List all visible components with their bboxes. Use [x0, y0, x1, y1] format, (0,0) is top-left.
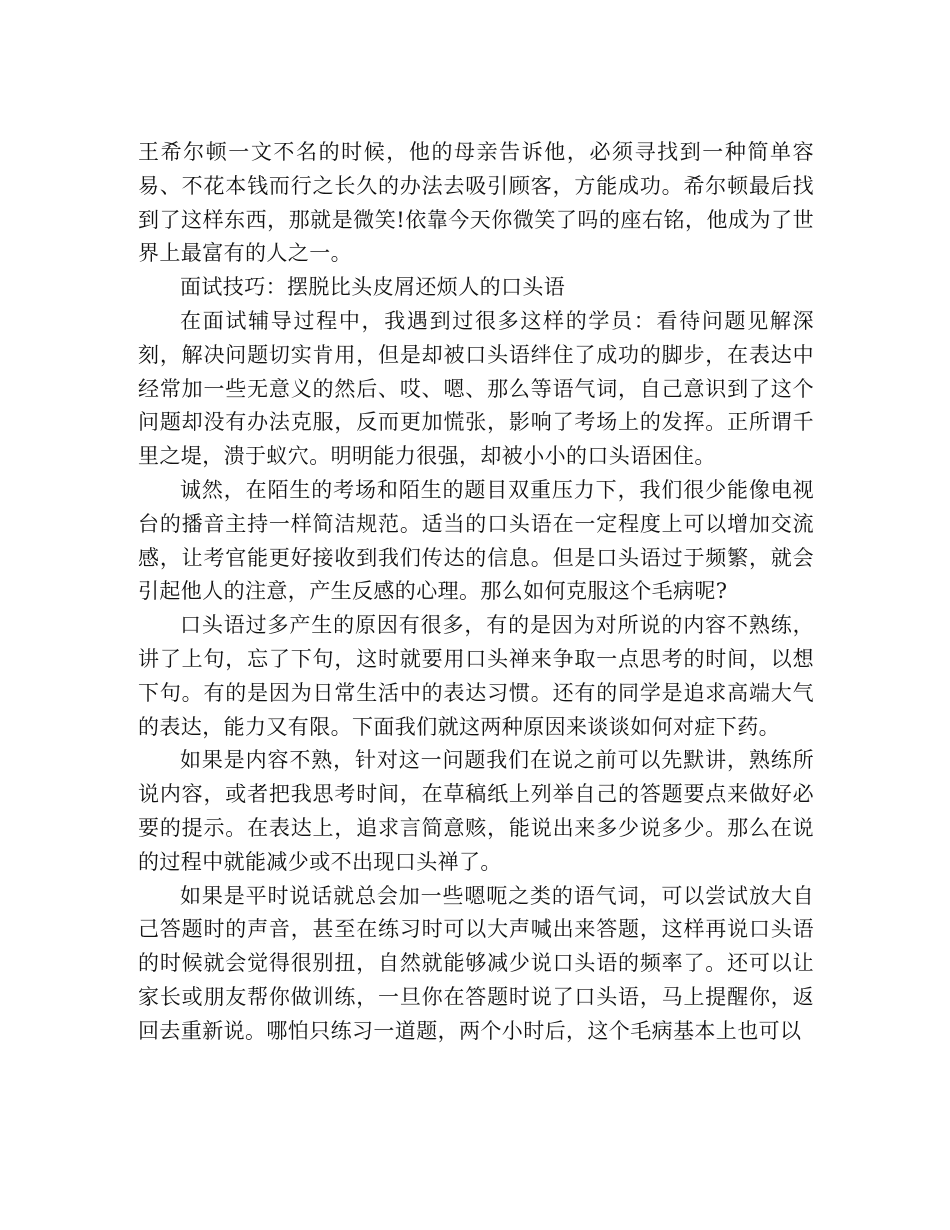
document-body [138, 136, 814, 1049]
section-heading: 面试技巧：摆脱比头皮屑还烦人的口头语 [180, 275, 566, 300]
paragraph-1: 在面试辅导过程中，我遇到过很多这样的学员：看待问题见解深刻，解决问题切实肯用，但是却被口头语绊住了成功的脚步，在表达中经常加一些无意义的然后、哎、嗯、那么等语气词，自己意识到了这个问题却没有办法克服，反而更加慌张，影响了考场上的发挥。正所谓千里之堤，溃于蚁穴。明明能力很强，却被小小的口头语困住。 [138, 308, 814, 469]
paragraph-5: 如果是平时说话就总会加一些嗯呃之类的语气词，可以尝试放大自己答题时的声音，甚至在练习时可以大声喊出来答题，这样再说口头语的时候就会觉得很别扭，自然就能够减少说口头语的频率了。还可以让家长或朋友帮你做训练，一旦你在答题时说了口头语，马上提醒你，返回去重新说。哪怕只练习一道题，两个小时后，这个毛病基本上也可以 [138, 883, 814, 1043]
paragraph-3: 口头语过多产生的原因有很多，有的是因为对所说的内容不熟练，讲了上句，忘了下句，这时就要用口头禅来争取一点思考的时间，以想下句。有的是因为日常生活中的表达习惯。还有的同学是追求高端大气的表达，能力又有限。下面我们就这两种原因来谈谈如何对症下药。 [138, 613, 814, 739]
paragraph-4: 如果是内容不熟，针对这一问题我们在说之前可以先默讲，熟练所说内容，或者把我思考时间，在草稿纸上列举自己的答题要点来做好必要的提示。在表达上，追求言简意赅，能说出来多少说多少。那么在说的过程中就能减少或不出现口头禅了。 [138, 748, 814, 874]
intro-paragraph: 王希尔顿一文不名的时候，他的母亲告诉他，必须寻找到一种简单容易、不花本钱而行之长久的办法去吸引顾客，方能成功。希尔顿最后找到了这样东西，那就是微笑!依靠今天你微笑了吗的座右铭，他成为了世界上最富有的人之一。 [138, 140, 814, 266]
paragraph-2: 诚然，在陌生的考场和陌生的题目双重压力下，我们很少能像电视台的播音主持一样简洁规范。适当的口头语在一定程度上可以增加交流感，让考官能更好接收到我们传达的信息。但是口头语过于频繁，就会引起他人的注意，产生反感的心理。那么如何克服这个毛病呢? [138, 477, 814, 604]
